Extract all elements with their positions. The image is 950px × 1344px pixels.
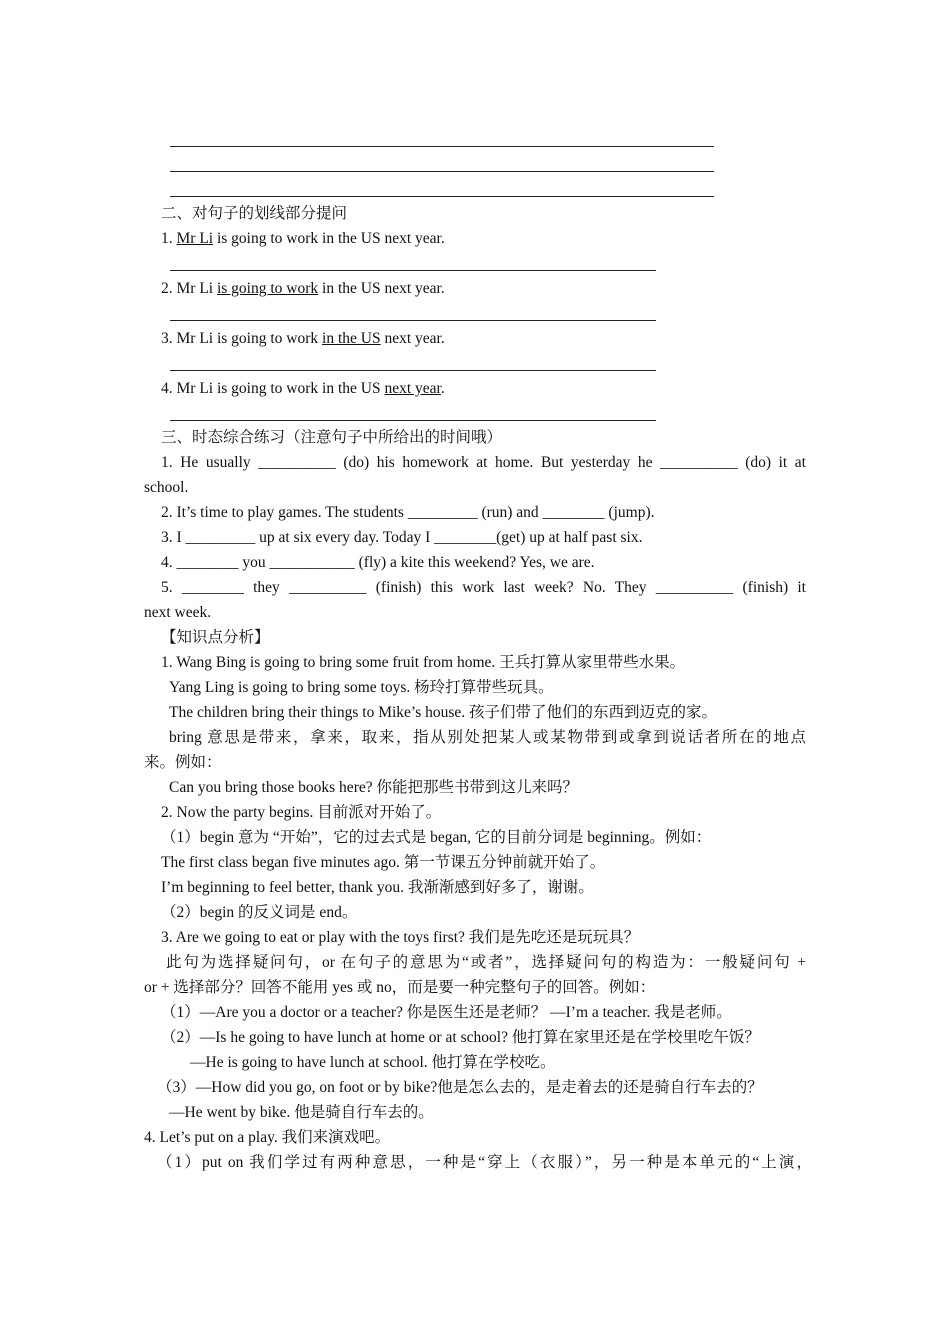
exercise-line: 3. I _________ up at six every day. Today I ________(get) up at half past six.	[161, 529, 643, 546]
text-line: （1）begin 意为 “开始”，它的过去式是 began, 它的目前分词是 beginning。例如：	[161, 829, 712, 846]
answer-line	[170, 196, 714, 197]
question-line: 4. Mr Li is going to work in the US next year.	[161, 380, 445, 397]
underlined-part: Mr Li	[176, 230, 214, 247]
text-line: （1）put on 我们学过有两种意思，一种是“穿上（衣服）”，另一种是本单元的“上演，	[157, 1154, 812, 1171]
text-line: 4. Let’s put on a play. 我们来演戏吧。	[144, 1129, 391, 1146]
exercise-line: school.	[144, 479, 189, 496]
text-line: The first class began five minutes ago. 第一节课五分钟前就开始了。	[161, 854, 606, 871]
question-line: 2. Mr Li is going to work in the US next year.	[161, 280, 445, 297]
text-line: —He is going to have lunch at school. 他打算在学校吃。	[190, 1054, 556, 1071]
section-heading: 三、时态综合练习（注意句子中所给出的时间哦）	[161, 429, 503, 446]
text-line: （2）—Is he going to have lunch at home or at school? 他打算在家里还是在学校里吃午饭？	[161, 1029, 760, 1046]
exercise-line: 5. ________ they __________ (finish) this work last week? No. They __________ (finish) it	[161, 579, 806, 596]
answer-line	[170, 171, 714, 172]
underlined-part: next year	[384, 380, 441, 397]
text-line: （1）—Are you a doctor or a teacher? 你是医生还是老师？ —I’m a teacher. 我是老师。	[161, 1004, 732, 1021]
text-line: 1. Wang Bing is going to bring some fruit from home. 王兵打算从家里带些水果。	[161, 654, 686, 671]
text-line: 此句为选择疑问句，or 在句子的意思为“或者”，选择疑问句的构造为：一般疑问句 +	[166, 954, 806, 971]
section-heading: 【知识点分析】	[161, 629, 270, 646]
text-line: 3. Are we going to eat or play with the toys first? 我们是先吃还是玩玩具？	[161, 929, 640, 946]
text-line: （2）begin 的反义词是 end。	[161, 904, 358, 921]
answer-line	[170, 420, 656, 421]
text-line: （3）—How did you go, on foot or by bike?他是怎么去的，是走着去的还是骑自行车去的？	[157, 1079, 763, 1096]
text-line: —He went by bike. 他是骑自行车去的。	[169, 1104, 434, 1121]
text-line: Can you bring those books here? 你能把那些书带到这儿来吗？	[169, 779, 578, 796]
exercise-line: 4. ________ you ___________ (fly) a kite this weekend? Yes, we are.	[161, 554, 595, 571]
exercise-line: 1. He usually __________ (do) his homework at home. But yesterday he __________ (do) it at	[161, 454, 806, 471]
text-line: Yang Ling is going to bring some toys. 杨玲打算带些玩具。	[169, 679, 554, 696]
text-line: or + 选择部分？回答不能用 yes 或 no，而是要一种完整句子的回答。例如：	[144, 979, 656, 996]
exercise-line: next week.	[144, 604, 212, 621]
exercise-line: 2. It’s time to play games. The students _________ (run) and ________ (jump).	[161, 504, 655, 521]
answer-line	[170, 320, 656, 321]
text-line: The children bring their things to Mike’s house. 孩子们带了他们的东西到迈克的家。	[169, 704, 718, 721]
question-line: 1. Mr Li is going to work in the US next year.	[161, 230, 445, 247]
text-line: 2. Now the party begins. 目前派对开始了。	[161, 804, 442, 821]
answer-line	[170, 370, 656, 371]
question-line: 3. Mr Li is going to work in the US next year.	[161, 330, 445, 347]
text-line: 来。例如：	[144, 754, 222, 771]
answer-line	[170, 270, 656, 271]
underlined-part: is going to work	[216, 280, 319, 297]
underlined-part: in the US	[322, 330, 381, 347]
text-line: bring 意思是带来，拿来，取来，指从别处把某人或某物带到或拿到说话者所在的地点	[169, 729, 806, 746]
section-heading: 二、对句子的划线部分提问	[161, 205, 348, 222]
text-line: I’m beginning to feel better, thank you. 我渐渐感到好多了，谢谢。	[161, 879, 594, 896]
answer-line	[170, 146, 714, 147]
